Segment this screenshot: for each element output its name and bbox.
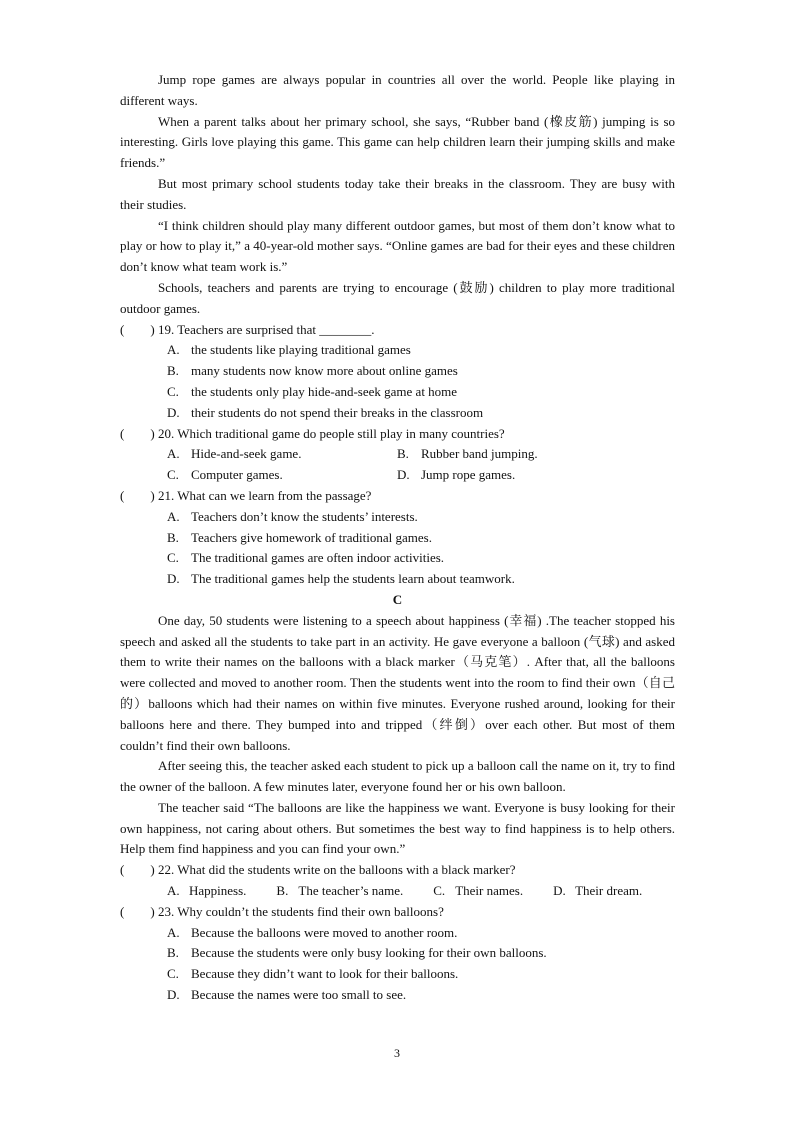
option-text: Because the students were only busy looking for their own balloons. [191,945,547,961]
option-label: A. [167,446,180,462]
option-label: A. [167,508,180,524]
option-b [120,943,675,964]
question-19 [120,320,675,341]
question-text: 22. What did the students write on the balloons with a black marker? [158,862,516,878]
option-d [120,403,675,424]
option-text: The traditional games help the students learn about teamwork. [191,571,515,587]
option-row [120,465,675,486]
option-a [167,444,397,465]
passage-paragraph: The teacher said “The balloons are like the happiness we want. Everyone is busy looking for their own happiness, not caring about others. But sometimes the best way to find happiness is to help others. Help them find happiness and you can find your own.” [120,799,675,857]
option-text: Their names. [455,883,524,899]
page-content [120,70,675,1006]
option-label: A. [167,342,180,358]
option-row [120,881,675,902]
question-22 [120,860,675,881]
option-text: The traditional games are often indoor activities. [191,550,445,566]
option-a [167,881,246,902]
answer-blank[interactable]: ( ) [120,321,155,337]
option-label: B. [167,363,179,379]
option-d [120,985,675,1006]
option-label: A. [167,924,180,940]
option-b [120,361,675,382]
option-d [397,465,627,486]
question-21 [120,486,675,507]
passage-paragraph: After seeing this, the teacher asked each student to pick up a balloon call the name on it, try to find the owner of the balloon. A few minutes later, everyone found her or his own balloon. [120,758,675,795]
option-label: B. [167,945,179,961]
question-text: 21. What can we learn from the passage? [158,487,372,503]
option-text: Their dream. [575,883,643,899]
answer-blank[interactable]: ( ) [120,487,155,503]
option-text: the students only play hide-and-seek game at home [191,383,458,399]
option-a [120,923,675,944]
option-b [120,528,675,549]
option-text: the students like playing traditional games [191,342,411,358]
option-label: C. [433,883,446,899]
option-label: B. [397,446,409,462]
option-label: C. [167,467,179,483]
option-text: Because the names were too small to see. [191,987,407,1003]
option-text: Because the balloons were moved to another room. [191,924,458,940]
section-title: C [392,591,403,607]
option-label: C. [167,383,179,399]
option-label: D. [167,987,180,1003]
option-text: Teachers give homework of traditional games. [191,529,432,545]
question-text: 20. Which traditional game do people still play in many countries? [158,425,505,441]
passage-paragraph: But most primary school students today take their breaks in the classroom. They are busy with their studies. [120,175,675,212]
passage-paragraph: One day, 50 students were listening to a speech about happiness (幸福) .The teacher stopped his speech and asked all the students to take part in an activity. He gave everyone a balloon (气球) and asked them to write their names on the balloons with a black marker（马克笔）. After that, all the balloons were collected and moved to another room. Then the students went into the room to find their own（自己的）balloons which had their names on within five minutes. Everyone rushed around, looking for their balloons here and there. They bumped into and tripped（绊倒）over each other. But most of them couldn’t find their own balloons. [120,612,675,753]
passage-paragraph: Jump rope games are always popular in countries all over the world. People like playing in different ways. [120,72,675,108]
answer-blank[interactable]: ( ) [120,425,155,441]
option-c [433,881,523,902]
option-c [120,548,675,569]
option-text: Jump rope games. [421,467,516,483]
option-a [120,340,675,361]
page-number: 3 [394,1046,400,1060]
question-20 [120,424,675,445]
answer-blank[interactable]: ( ) [120,903,155,919]
option-text: their students do not spend their breaks in the classroom [191,404,484,420]
option-b [397,444,627,465]
option-text: Teachers don’t know the students’ interests. [191,508,418,524]
option-label: B. [167,529,179,545]
passage-paragraph: When a parent talks about her primary school, she says, “Rubber band (橡皮筋) jumping is so interesting. Girls love playing this game. This game can help children learn their jumping skills and make friends.” [120,113,675,171]
option-label: C. [167,550,179,566]
option-text: many students now know more about online games [191,363,458,379]
passage-paragraph: Schools, teachers and parents are trying to encourage (鼓励) children to play more traditional outdoor games. [120,279,675,316]
option-text: Because they didn’t want to look for their balloons. [191,966,459,982]
option-label: D. [553,883,566,899]
option-text: Hide-and-seek game. [191,446,302,462]
passage-paragraph: “I think children should play many different outdoor games, but most of them don’t know what to play or how to play it,” a 40-year-old mother says. “Online games are bad for their eyes and these children don’t know what team work is.” [120,217,675,275]
question-23 [120,902,675,923]
option-text: The teacher’s name. [298,883,404,899]
option-text: Rubber band jumping. [421,446,538,462]
option-a [120,507,675,528]
question-text: 23. Why couldn’t the students find their own balloons? [158,903,444,919]
option-text: Happiness. [189,883,247,899]
option-label: B. [276,883,289,899]
option-b [276,881,403,902]
option-d [553,881,642,902]
option-c [167,465,397,486]
option-label: D. [397,467,410,483]
answer-blank[interactable]: ( ) [120,862,155,878]
option-c [120,964,675,985]
option-text: Computer games. [191,467,283,483]
option-label: C. [167,966,179,982]
option-label: D. [167,404,180,420]
option-label: D. [167,571,180,587]
option-row [120,444,675,465]
option-d [120,569,675,590]
question-text: 19. Teachers are surprised that ________. [158,321,375,337]
option-label: A. [167,883,180,899]
option-c [120,382,675,403]
